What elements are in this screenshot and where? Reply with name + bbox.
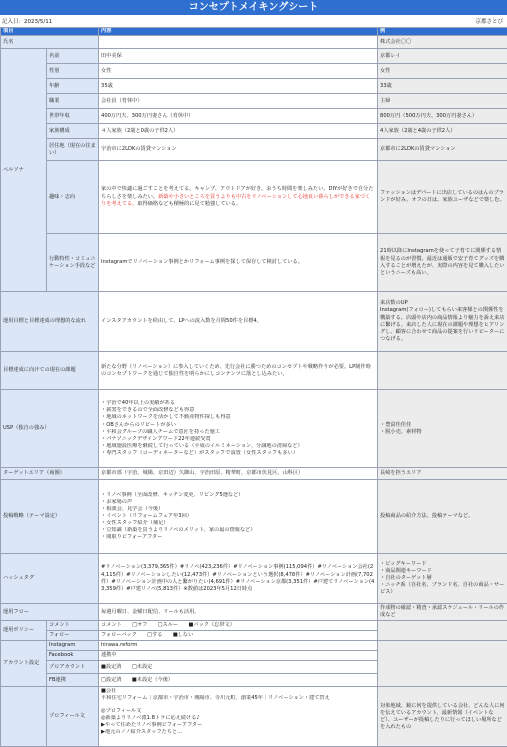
persona-field-label: 性別 — [47, 64, 99, 79]
persona-field-value[interactable]: 会社員（育休中） — [99, 94, 378, 109]
comment-label: コメント — [47, 621, 99, 631]
hashtag-example-item: ・ビッグキーワード — [380, 561, 505, 568]
persona-row-age — [1, 79, 507, 94]
hashtag-example — [378, 554, 507, 604]
entry-date: 記入日：2023/5/11 — [2, 17, 52, 25]
follow-options[interactable]: フォローバック □する ■しない — [99, 631, 378, 641]
profile-line: 平和住宅リフォーム｜京都市・宇治市・城陽市、寺川元町、創業45年｜リノベーション・建て替え — [101, 695, 375, 702]
persona-field-value[interactable]: ４人家族（2歳と0歳の子供2人） — [99, 124, 378, 139]
goal-value[interactable]: インスタアカウントを経由して、LPへの流入数を月間50件を目標4。 — [99, 292, 378, 352]
persona-row-family — [1, 124, 507, 139]
account-row-instagram — [1, 641, 507, 651]
persona-row-gender — [1, 64, 507, 79]
hobby-text: 家の中で快適に過ごすことを考えてる。キャンプ、アウトドアが好き。おうち時間を楽しみたい。DIYが好きで自分たちらしさを楽しみたい。 — [101, 186, 373, 199]
header-example: 例 — [378, 28, 507, 36]
profile-line: ▶地元のノノ紹介スタッフたちと... — [101, 729, 375, 736]
area-label: ターゲットエリア（商圏） — [1, 468, 99, 480]
account-field-value[interactable]: 連携中 — [99, 651, 378, 661]
usp-example-item: ・豊富佳佳佳 — [380, 422, 505, 429]
behavior-value[interactable]: Instagramでリノベーション事例とかリフォーム事例を探して保存して検討している。 — [99, 234, 378, 292]
row-hashtag — [1, 554, 507, 604]
name-example: 株式会社〇〇 — [378, 36, 507, 49]
usp-item: ・OBさんからのリピートが多い — [101, 422, 375, 429]
comment-options[interactable]: コメント □オフ □スルー ■バック（忘帯文） — [99, 621, 378, 631]
flow-label: 運用フロー — [1, 604, 99, 621]
persona-field-example: 女性 — [378, 64, 507, 79]
usp-item: ・専門スタッフ（コーディネーターなど）がスタッフで設置（女性スタッフも多い） — [101, 450, 375, 457]
persona-field-example: 4人家族（2歳と4歳の子供2人） — [378, 124, 507, 139]
flow-value[interactable]: 毎週月曜日、金曜日配信、リールも活用。 — [99, 604, 378, 621]
persona-field-label: 名前 — [47, 49, 99, 64]
usp-item: ・平和会グループの職人チームで意匠を持った施工 — [101, 429, 375, 436]
usp-example-item: ・脱小売、素材物 — [380, 429, 505, 436]
persona-field-value[interactable]: 35歳 — [99, 79, 378, 94]
policy-row-comment — [1, 621, 507, 631]
account-field-value[interactable]: ■設定済 □未設定 — [99, 661, 378, 674]
row-area — [1, 468, 507, 480]
hobby-example: ファッションはデパートに出店しているのはんのブランドが好み。オフの日は、家族ユーザなどで楽しむ。 — [378, 161, 507, 234]
strategy-item: ・リノベ事例（全面改修、キッチン変更、リビング5選など） — [101, 492, 375, 499]
sheet-title: コンセプトメイキングシート — [0, 0, 507, 15]
account-label: アカウント設定 — [1, 641, 47, 687]
policy-label: 運用ポリシー — [1, 621, 47, 641]
hobby-highlight-text: 新築や小さいところを買うよりも中古をリノベーションして心地良い暮らしができる家づくりを考えてる。 — [101, 194, 370, 207]
account-field-label: プロアカウント — [47, 661, 99, 674]
name-value[interactable] — [99, 36, 378, 49]
profile-value[interactable] — [99, 687, 378, 747]
persona-field-example: 33歳 — [378, 79, 507, 94]
goal-example: 来店数のUP Instagram(フォロー)してもらい来客様との関係性を構築する。店頭や店内の商品情報より魅力を訴え来店に繋げる。来店した人に現在の課題や理想をヒアリングし、顧客に合わせて商品の提案を行いリピーターにつなげる。 — [378, 292, 507, 352]
profile-example: 対象地域、鏡に何を提供している会社、どんな人に何を伝えているアカウント、最新情報（イベントなど）、ユーザーが投稿したりに行ってほしい場所などを入れたもの — [378, 687, 507, 747]
row-name — [1, 36, 507, 49]
persona-field-label: 年齢 — [47, 79, 99, 94]
persona-label: ペルソナ — [1, 49, 47, 292]
header-row — [1, 28, 507, 36]
row-strategy — [1, 480, 507, 554]
persona-row-job — [1, 94, 507, 109]
row-profile — [1, 687, 507, 747]
account-field-label: Instagram — [47, 641, 99, 651]
persona-row-residence — [1, 139, 507, 161]
account-field-label: FB連携 — [47, 674, 99, 687]
persona-field-value[interactable]: 女性 — [99, 64, 378, 79]
behavior-label: 行動特性・コミュニケーション手段など — [47, 234, 99, 292]
strategy-item: ・お家場の声 — [101, 499, 375, 506]
goal-label: 運用目標と目標達成の理想的な流れ — [1, 292, 99, 352]
concept-table — [0, 27, 507, 747]
behavior-example: 21時以降にInstagramを使って子育てに関係する情報を見るのが習慣。最近は通販で安子育てグッズを購入することが増えたが、実際の内容を見て購入したいというニーズも高い。 — [378, 234, 507, 292]
row-goal — [1, 292, 507, 352]
meta-bar — [0, 15, 507, 27]
strategy-value[interactable] — [99, 480, 378, 554]
row-issue — [1, 352, 507, 390]
persona-row-hobby — [1, 161, 507, 234]
hashtag-label: ハッシュタグ — [1, 554, 99, 604]
follow-label: フォロー — [47, 631, 99, 641]
name-label: 氏名 — [1, 36, 99, 49]
persona-field-value[interactable]: 400万円夫、300万円妻さん（育休中） — [99, 109, 378, 124]
hashtag-example-item: ・商品関連キーワード — [380, 568, 505, 575]
account-field-value[interactable]: hirawa.reform — [99, 641, 378, 651]
strategy-example: 投稿商品の紹介方法、投稿テーマなど。 — [378, 480, 507, 554]
persona-field-label: 居住地（現在の住まい） — [47, 139, 99, 161]
usp-value[interactable] — [99, 390, 378, 468]
profile-line: ◎新築よりリノベ派1.8トラに応え続ける♪ — [101, 715, 375, 722]
persona-row-income — [1, 109, 507, 124]
strategy-item: ・相談会、見学会（今後） — [101, 506, 375, 513]
header-item: 項目 — [1, 28, 99, 36]
hobby-text-tail: 取得価格なども積極的に見て勉強している。 — [137, 201, 241, 207]
usp-item: ・薪窯をできるので全面改修なども得意 — [101, 407, 375, 414]
usp-label: USP（独自の強み） — [1, 390, 99, 468]
profile-section-label — [1, 687, 47, 747]
issue-example — [378, 352, 507, 390]
usp-item: ・宇治で40年以上の実績がある — [101, 400, 375, 407]
persona-field-example: 主婦 — [378, 94, 507, 109]
flow-example: 作成物の確認・精査・承認スケジュール・リールの作成など — [378, 604, 507, 621]
usp-item: ・地域施設医療を継続して行っている（平成のイルミネーション、分譲地の清掃など） — [101, 443, 375, 450]
account-field-label: Facebook — [47, 651, 99, 661]
hashtag-value[interactable]: #リノベーション(3,379,365件）#リノベ(423,236件）#リノベーション事例(115,094件）#リノベーション会社(24,115件）#リノベーションしたい(12,473件）#リノベーションという選択(8,478件）#リノベーション計画(7,702件）#リノベーション計画中の人と繋がりたい(4,691件）#リノベーション京都(3,351件）#戸建てリノベーション(43,359件）#戸建リノベ(5,813件）※数値は2023年5月12日時点 — [99, 554, 378, 604]
persona-row-behavior — [1, 234, 507, 292]
area-example: 長崎を担うエリア — [378, 468, 507, 480]
issue-value[interactable]: 新たな分野（リノベーション）に参入していくため、先行会社に勝つためのコンセプトや戦略作りが必要。LP制作時のコンセプトワークを通じて独自性を明らかにしコンテンツに落とし込みたい。 — [99, 352, 378, 390]
hobby-value[interactable] — [99, 161, 378, 234]
persona-field-label: 家族構成 — [47, 124, 99, 139]
policy-example — [378, 621, 507, 641]
strategy-item: ・豆知識（新築を買うよりリノベのメリット、家の最の情報など） — [101, 527, 375, 534]
account-example — [378, 641, 507, 687]
usp-example — [378, 390, 507, 468]
row-usp — [1, 390, 507, 468]
persona-field-value[interactable]: 田中美保 — [99, 49, 378, 64]
persona-field-example: 800万円（500万円夫、300万円妻さん） — [378, 109, 507, 124]
strategy-item: ・間取りビフォーアフター — [101, 534, 375, 541]
persona-field-label: 世帯年収 — [47, 109, 99, 124]
usp-item: ・地域のネットワークを活かして不動産物件探しも得意 — [101, 414, 375, 421]
hashtag-example-item: ・自社のターゲット層 — [380, 575, 505, 582]
strategy-item: ・イベント（リフォームフェア年3回） — [101, 513, 375, 520]
persona-field-label: 職業 — [47, 94, 99, 109]
persona-field-example: 京都市に2LDKの賃貸マンション — [378, 139, 507, 161]
header-content: 内容 — [99, 28, 378, 36]
persona-field-value[interactable]: 宇治市に2LDKの賃貸マンション — [99, 139, 378, 161]
strategy-label: 投稿戦略（テーマ設定） — [1, 480, 99, 554]
row-flow — [1, 604, 507, 621]
usp-item: ・パナソニックデザインアワード22年連続受賞 — [101, 436, 375, 443]
account-field-value[interactable]: □設定済 ■未設定（今後） — [99, 674, 378, 687]
hashtag-example-item: ・ニッチ系（自社名、ブランド名、自社の商品・サービス） — [380, 582, 505, 596]
hobby-label: 趣味・志向 — [47, 161, 99, 234]
issue-label: 目標達成に向けての現在の課題 — [1, 352, 99, 390]
persona-field-example: 京都レイ — [378, 49, 507, 64]
profile-line: ■会社 — [101, 688, 375, 695]
profile-line: ▶やって住めたリノベ事例ビフォーアフター — [101, 722, 375, 729]
author-name: 京都さとび — [475, 17, 503, 25]
strategy-item: ・女性スタッフ紹介（補足） — [101, 520, 375, 527]
persona-row-name — [1, 49, 507, 64]
profile-label: プロフィール文 — [47, 687, 99, 747]
area-value[interactable]: 京都市部（宇治、城陽、京田辺）久御山、宇治田原、精華町、京都市伏見区、山科区） — [99, 468, 378, 480]
profile-line: ◎プロフィール文 — [101, 708, 375, 715]
